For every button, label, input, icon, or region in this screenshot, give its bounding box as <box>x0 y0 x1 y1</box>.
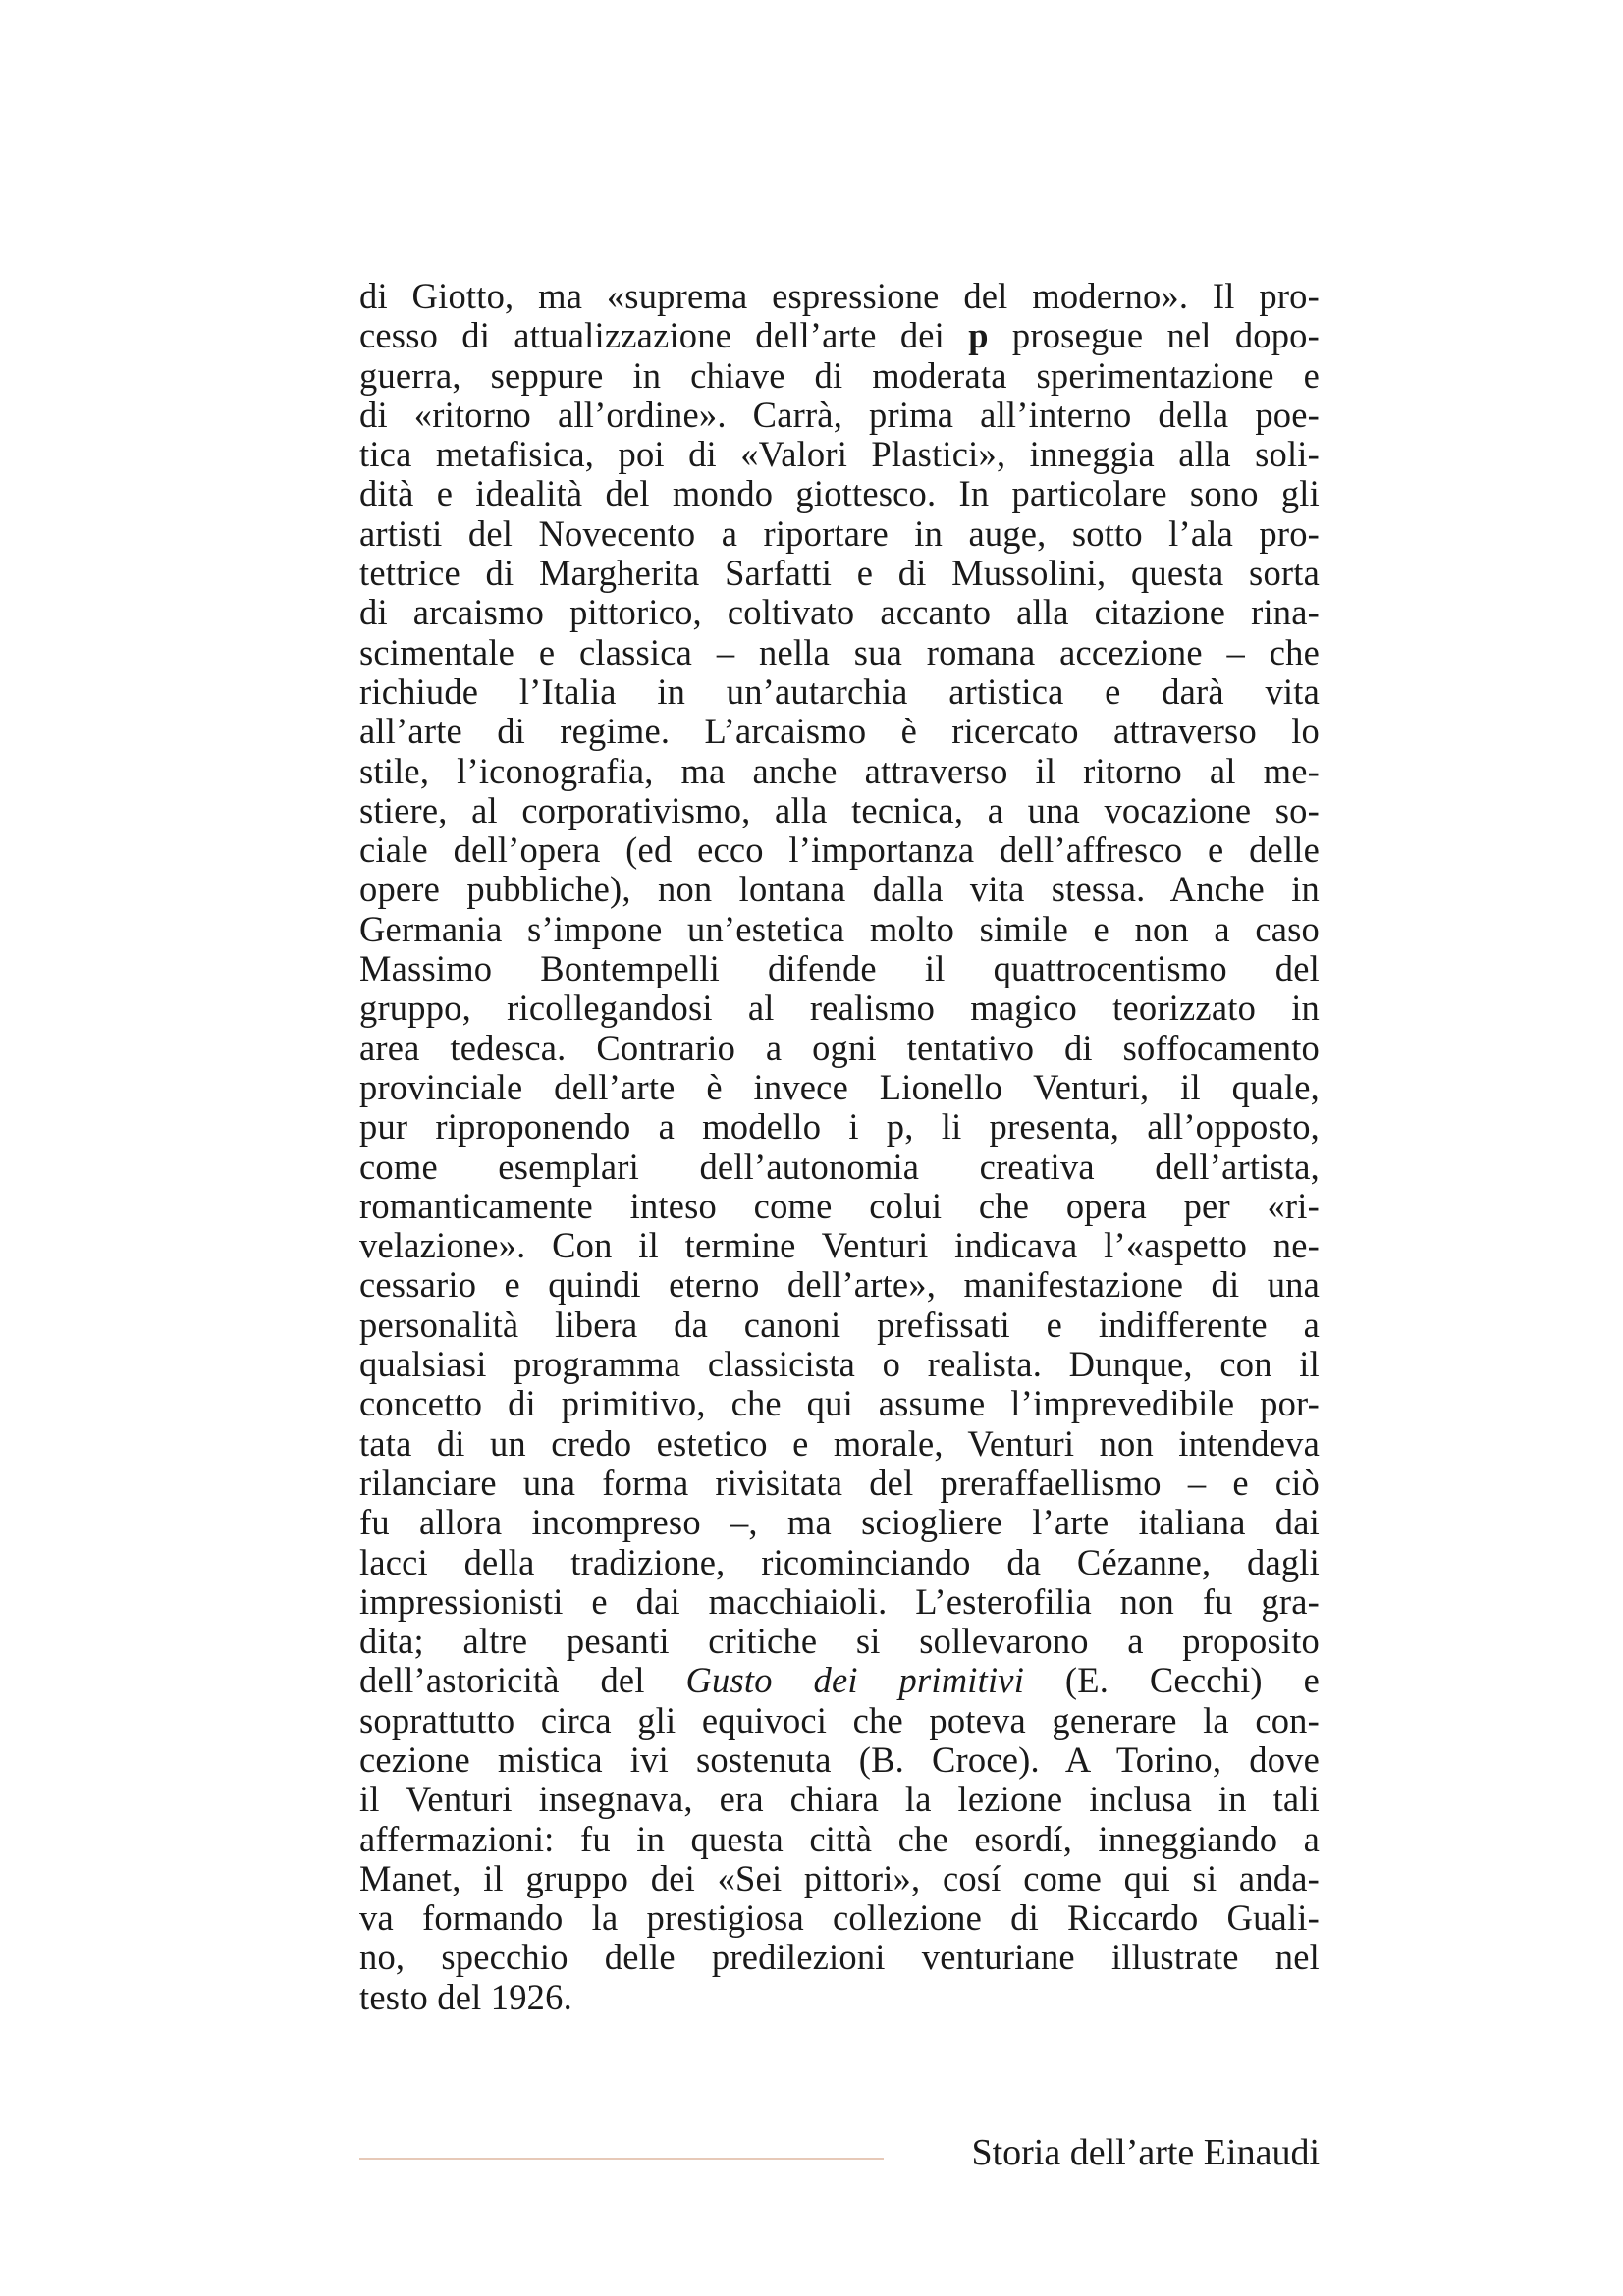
text-line-15: ciale dell’opera (ed ecco l’importanza dell’affresco e delle <box>359 829 1320 871</box>
bold-p: p <box>968 315 989 356</box>
text-line-18: Massimo Bontempelli difende il quattrocentismo del <box>359 948 1320 989</box>
text-line-7: artisti del Novecento a riportare in auge, sotto l’ala pro- <box>359 512 1320 554</box>
text-line-36 <box>359 1661 1320 1700</box>
text-line-10: scimentale e classica – nella sua romana accezione – che <box>359 631 1320 672</box>
text-line-9: di arcaismo pittorico, coltivato accanto alla citazione rina- <box>359 592 1320 633</box>
text-line-41: Manet, il gruppo dei «Sei pittori», cosí come qui si anda- <box>359 1857 1320 1898</box>
text-line-37: soprattutto circa gli equivoci che poteva generare la con- <box>359 1699 1320 1740</box>
text-line-16: opere pubbliche), non lontana dalla vita stessa. Anche in <box>359 869 1320 910</box>
footer-title: Storia dell’arte Einaudi <box>971 2132 1320 2173</box>
text-line-30: tata di un credo estetico e morale, Venturi non intendeva <box>359 1422 1320 1464</box>
text-line-32: fu allora incompreso –, ma sciogliere l’arte italiana dai <box>359 1502 1320 1543</box>
page-footer <box>359 2109 1320 2173</box>
text-line-19: gruppo, ricollegandosi al realismo magico teorizzato in <box>359 988 1320 1029</box>
text-line-21: provinciale dell’arte è invece Lionello Venturi, il quale, <box>359 1066 1320 1107</box>
footer-rule <box>359 2158 884 2160</box>
text-line-17: Germania s’impone un’estetica molto simile e non a caso <box>359 908 1320 949</box>
text-line-5: tica metafisica, poi di «Valori Plastici», inneggia alla soli- <box>359 434 1320 475</box>
text-line-38: cezione mistica ivi sostenuta (B. Croce). A Torino, dove <box>359 1738 1320 1780</box>
text-line-24: romanticamente inteso come colui che opera per «ri- <box>359 1185 1320 1226</box>
text-line-2-end: prosegue nel dopo- <box>988 315 1320 356</box>
text-line-44: testo del 1926. <box>359 1976 572 2017</box>
text-line-1: di Giotto, ma «suprema espressione del moderno». Il pro- <box>359 276 1320 316</box>
text-line-36-start: dell’astoricità del <box>359 1660 686 1701</box>
text-line-12: all’arte di regime. L’arcaismo è ricercato attraverso lo <box>359 711 1320 752</box>
text-line-14: stiere, al corporativismo, alla tecnica, a una vocazione so- <box>359 789 1320 830</box>
text-line-28: qualsiasi programma classicista o realista. Dunque, con il <box>359 1344 1320 1385</box>
text-line-27: personalità libera da canoni prefissati e indifferente a <box>359 1304 1320 1345</box>
text-line-8: tettrice di Margherita Sarfatti e di Mussolini, questa sorta <box>359 553 1320 594</box>
text-line-29: concetto di primitivo, che qui assume l’imprevedibile por- <box>359 1383 1320 1424</box>
text-line-20: area tedesca. Contrario a ogni tentativo di soffocamento <box>359 1027 1320 1068</box>
text-line-33: lacci della tradizione, ricominciando da Cézanne, dagli <box>359 1541 1320 1582</box>
text-line-2 <box>359 316 1320 355</box>
text-line-3: guerra, seppure in chiave di moderata sperimentazione e <box>359 354 1320 396</box>
text-line-43: no, specchio delle predilezioni venturiane illustrate nel <box>359 1937 1320 1978</box>
text-line-36-end: (E. Cecchi) e <box>1024 1660 1320 1701</box>
text-line-39: il Venturi insegnava, era chiara la lezione inclusa in tali <box>359 1779 1320 1820</box>
text-line-40: affermazioni: fu in questa città che esordí, inneggiando a <box>359 1818 1320 1859</box>
text-line-42: va formando la prestigiosa collezione di Riccardo Guali- <box>359 1897 1320 1939</box>
text-line-25: velazione». Con il termine Venturi indicava l’«aspetto ne- <box>359 1225 1320 1266</box>
text-line-23: come esemplari dell’autonomia creativa dell’artista, <box>359 1146 1320 1187</box>
text-line-13: stile, l’iconografia, ma anche attraverso il ritorno al me- <box>359 750 1320 791</box>
text-line-11: richiude l’Italia in un’autarchia artistica e darà vita <box>359 670 1320 712</box>
text-line-6: dità e idealità del mondo giottesco. In particolare sono gli <box>359 473 1320 514</box>
text-line-4: di «ritorno all’ordine». Carrà, prima all’interno della poe- <box>359 394 1320 435</box>
text-line-35: dita; altre pesanti critiche si sollevarono a proposito <box>359 1621 1320 1662</box>
body-text <box>359 277 1320 2017</box>
text-line-31: rilanciare una forma rivisitata del preraffaellismo – e ciò <box>359 1462 1320 1503</box>
text-line-34: impressionisti e dai macchiaioli. L’esterofilia non fu gra- <box>359 1580 1320 1622</box>
text-line-2-start: cesso di attualizzazione dell’arte dei <box>359 315 969 356</box>
text-line-26: cessario e quindi eterno dell’arte», manifestazione di una <box>359 1264 1320 1306</box>
text-line-22: pur riproponendo a modello i p, li presenta, all’opposto, <box>359 1106 1320 1148</box>
book-title-italic: Gusto dei primitivi <box>685 1660 1025 1701</box>
